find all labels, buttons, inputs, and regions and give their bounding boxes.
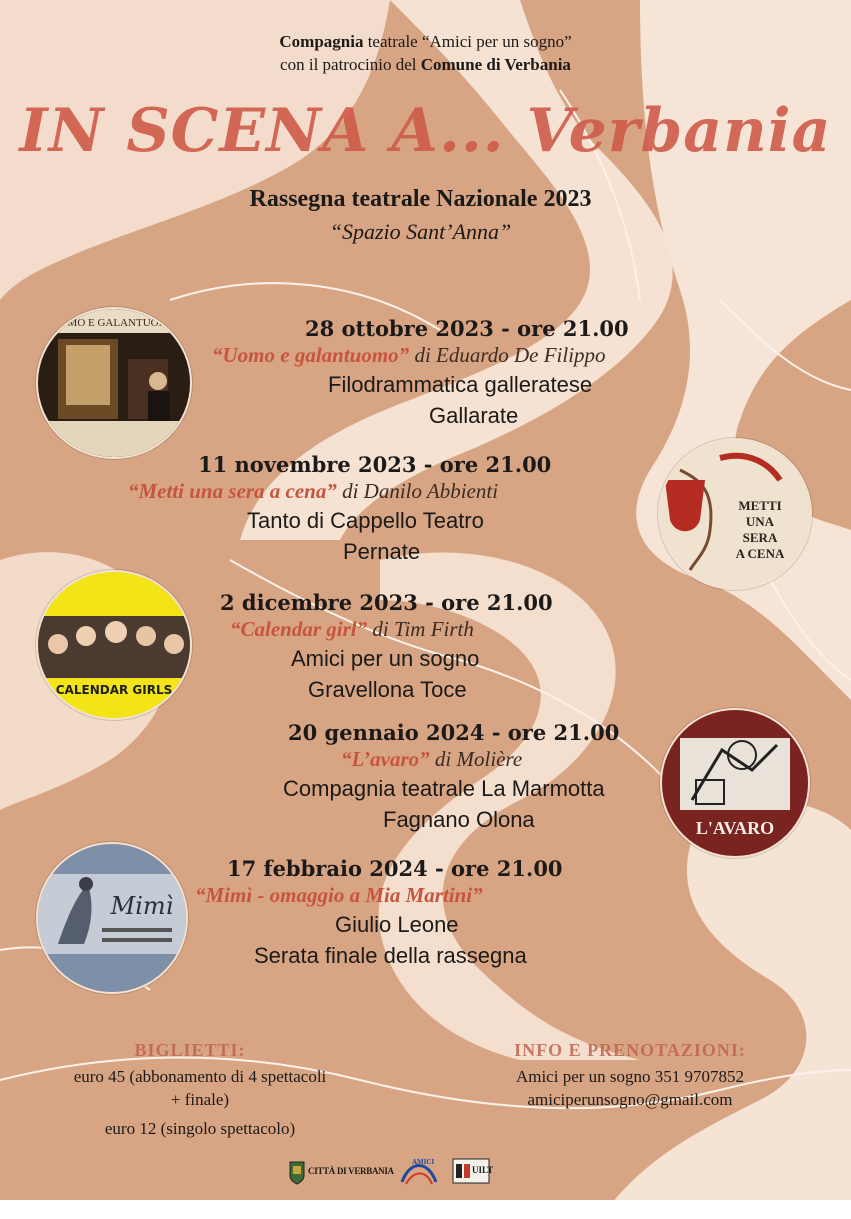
event-3-author: di Tim Firth [367,617,474,641]
poster-l-avaro [660,708,810,858]
tickets-line-3: euro 12 (singolo spettacolo) [104,1119,296,1138]
header-org-name: teatrale “Amici per un sogno” [367,32,572,51]
event-4-author: di Molière [429,747,523,771]
event-2-date: 11 novembre 2023 - ore 21.00 [198,452,552,477]
event-4 [283,720,663,833]
header-line-2 [0,53,851,76]
event-4-company: Compagnia teatrale La Marmotta [283,776,605,801]
event-2-place: Pernate [343,539,421,564]
info-email: amiciperunsogno@gmail.com [527,1090,733,1109]
info-block [470,1040,790,1111]
event-5-date: 17 febbraio 2024 - ore 21.00 [227,856,563,881]
amici-logo-label: AMICI [412,1158,435,1166]
event-4-show [341,747,663,772]
header-org: Compagnia [279,32,364,51]
svg-text:UNA: UNA [745,514,775,529]
event-4-title: “L’avaro” [341,747,430,771]
event-2 [125,452,685,565]
event-1-date: 28 ottobre 2023 - ore 21.00 [305,316,629,341]
info-phone: Amici per un sogno 351 9707852 [515,1067,745,1086]
event-5-show [195,883,635,908]
tickets-line-1: euro 45 (abbonamento di 4 spettacoli [73,1067,327,1086]
tickets-line-2: + finale) [170,1090,230,1109]
header-patronage: con il patrocinio del [280,55,417,74]
event-4-date: 20 gennaio 2024 - ore 21.00 [288,720,620,745]
event-1-place: Gallarate [429,403,519,428]
tickets-heading: BIGLIETTI: [134,1040,246,1060]
svg-text:SERA: SERA [742,530,778,545]
festival-venue: “Spazio Sant’Anna” [329,219,512,244]
event-1-title: “Uomo e galantuomo” [212,343,410,367]
event-3-company: Amici per un sogno [291,646,480,671]
poster-mimi [36,842,188,994]
header-line-1 [0,30,851,53]
svg-text:METTI: METTI [738,498,782,513]
poster-uomo-e-galantuomo [36,307,192,459]
festival-title: IN SCENA A... Verbania [19,96,832,166]
svg-text:A CENA: A CENA [735,546,785,561]
info-heading: INFO E PRENOTAZIONI: [514,1040,746,1060]
uilt-logo-label: UILT [472,1165,494,1175]
event-1 [200,316,800,429]
event-2-author: di Danilo Abbienti [336,479,499,503]
event-3-show [230,617,640,642]
event-3-title: “Calendar girl” [230,617,368,641]
event-1-company: Filodrammatica galleratese [328,372,593,397]
event-5-company: Giulio Leone [335,912,459,937]
tickets-block [20,1040,380,1140]
city-logo-label: CITTÀ DI VERBANIA [308,1166,394,1176]
event-5-title: “Mimì - omaggio a Mia Martini” [195,883,483,907]
logo-citta-di-verbania [288,1158,398,1186]
event-5 [195,856,635,969]
header-municipality: Comune di Verbania [420,55,571,74]
event-3-date: 2 dicembre 2023 - ore 21.00 [220,590,553,615]
poster-3-text: CALENDAR GIRLS [55,683,173,697]
poster-4-text: L'AVARO [695,818,775,838]
event-4-place: Fagnano Olona [383,807,535,832]
event-3 [220,590,640,703]
poster-1-text: UOMO E GALANTUOMO [51,317,177,329]
event-1-show [212,343,800,368]
logo-uilt [452,1158,494,1184]
event-1-author: di Eduardo De Filippo [409,343,606,367]
event-5-place: Serata finale della rassegna [254,943,527,968]
event-3-place: Gravellona Toce [308,677,467,702]
poster-5-text: Mimì [110,892,174,920]
logo-amici-per-un-sogno [398,1156,440,1188]
festival-subtitle: Rassegna teatrale Nazionale 2023 [249,186,592,212]
poster-calendar-girl [36,570,192,720]
event-2-title: “Metti una sera a cena” [128,479,337,503]
organizer-header [0,30,851,76]
event-2-show [128,479,685,504]
event-2-company: Tanto di Cappello Teatro [247,508,484,533]
